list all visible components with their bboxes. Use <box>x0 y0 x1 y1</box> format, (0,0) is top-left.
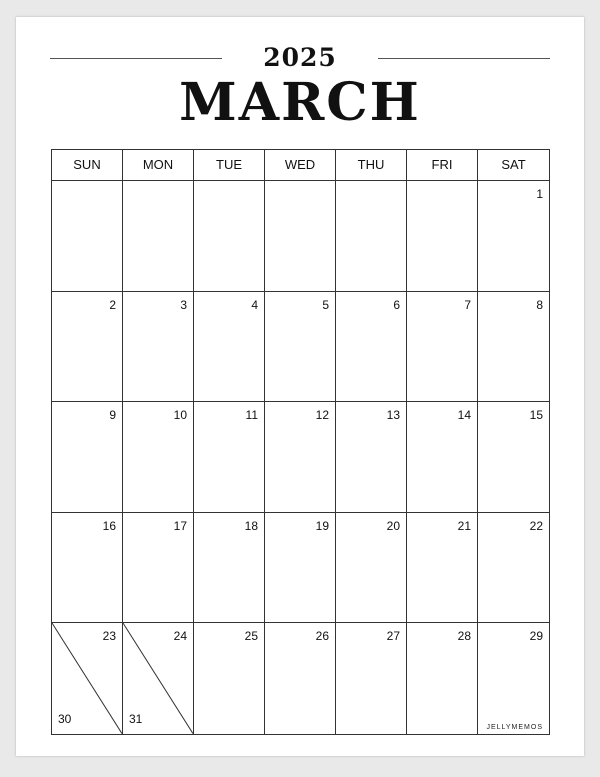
day-number: 9 <box>109 408 116 423</box>
day-number: 13 <box>386 408 400 423</box>
weekday-fri: FRI <box>407 150 478 180</box>
day-cell <box>336 513 407 624</box>
day-cell <box>194 402 265 513</box>
day-number: 29 <box>529 629 543 644</box>
year-header <box>50 43 550 73</box>
day-number: 19 <box>315 518 329 533</box>
day-cell <box>265 513 336 624</box>
day-number: 20 <box>386 518 400 533</box>
day-number: 16 <box>102 518 116 533</box>
day-number: 25 <box>244 629 258 644</box>
day-cell <box>194 181 265 292</box>
day-number: 15 <box>529 408 543 423</box>
calendar-grid <box>51 149 550 735</box>
calendar-page <box>16 17 584 756</box>
day-number: 1 <box>536 187 543 201</box>
day-cell <box>336 181 407 292</box>
day-number: 3 <box>180 297 187 312</box>
day-cell <box>123 292 194 403</box>
day-cell <box>194 623 265 734</box>
weekday-sun: SUN <box>52 150 123 180</box>
day-cell <box>52 181 123 292</box>
weekday-wed: WED <box>265 150 336 180</box>
day-cell <box>265 402 336 513</box>
day-cell <box>52 623 123 734</box>
day-number: 22 <box>529 518 543 533</box>
day-cell <box>265 623 336 734</box>
year-title: 2025 <box>263 43 337 72</box>
day-number: 17 <box>173 518 187 533</box>
day-cell <box>407 292 478 403</box>
day-cell <box>123 181 194 292</box>
split-day-number: 30 <box>58 711 72 726</box>
day-number: 6 <box>393 297 400 312</box>
day-number: 27 <box>386 629 400 644</box>
day-number: 26 <box>315 629 329 644</box>
weekday-tue: TUE <box>194 150 265 180</box>
day-cell <box>194 513 265 624</box>
split-day-number: 31 <box>129 711 143 726</box>
day-number: 7 <box>464 297 471 312</box>
brand-label: JELLYMEMOS <box>486 724 543 731</box>
day-cell <box>478 402 549 513</box>
day-cell <box>336 623 407 734</box>
day-cell <box>478 181 549 292</box>
day-cell <box>478 292 549 403</box>
day-number: 24 <box>173 629 187 644</box>
day-cell <box>478 623 549 734</box>
day-number: 12 <box>315 408 329 423</box>
day-cell <box>123 402 194 513</box>
day-number: 14 <box>457 408 471 423</box>
day-cell <box>336 292 407 403</box>
month-title: MARCH <box>179 72 421 133</box>
day-cell <box>265 181 336 292</box>
day-cell <box>336 402 407 513</box>
day-cell <box>265 292 336 403</box>
day-cell <box>407 402 478 513</box>
day-cell <box>123 513 194 624</box>
day-number: 10 <box>173 408 187 423</box>
day-cell <box>52 292 123 403</box>
day-number: 23 <box>102 629 116 644</box>
day-number: 4 <box>251 297 258 312</box>
day-number: 5 <box>322 297 329 312</box>
weekday-thu: THU <box>336 150 407 180</box>
weekday-header-row <box>52 150 549 181</box>
day-number: 2 <box>109 297 116 312</box>
day-cell <box>52 402 123 513</box>
day-cell <box>123 623 194 734</box>
right-rule <box>378 58 550 59</box>
day-cell <box>52 513 123 624</box>
day-cell <box>407 623 478 734</box>
day-cell <box>407 181 478 292</box>
day-number: 28 <box>457 629 471 644</box>
weekday-sat: SAT <box>501 157 526 172</box>
day-cell <box>478 513 549 624</box>
day-number: 21 <box>457 518 471 533</box>
weekday-mon: MON <box>123 150 194 180</box>
day-cell <box>407 513 478 624</box>
day-cell <box>194 292 265 403</box>
day-number: 8 <box>536 297 543 312</box>
day-number: 11 <box>245 408 258 423</box>
day-number: 18 <box>244 518 258 533</box>
